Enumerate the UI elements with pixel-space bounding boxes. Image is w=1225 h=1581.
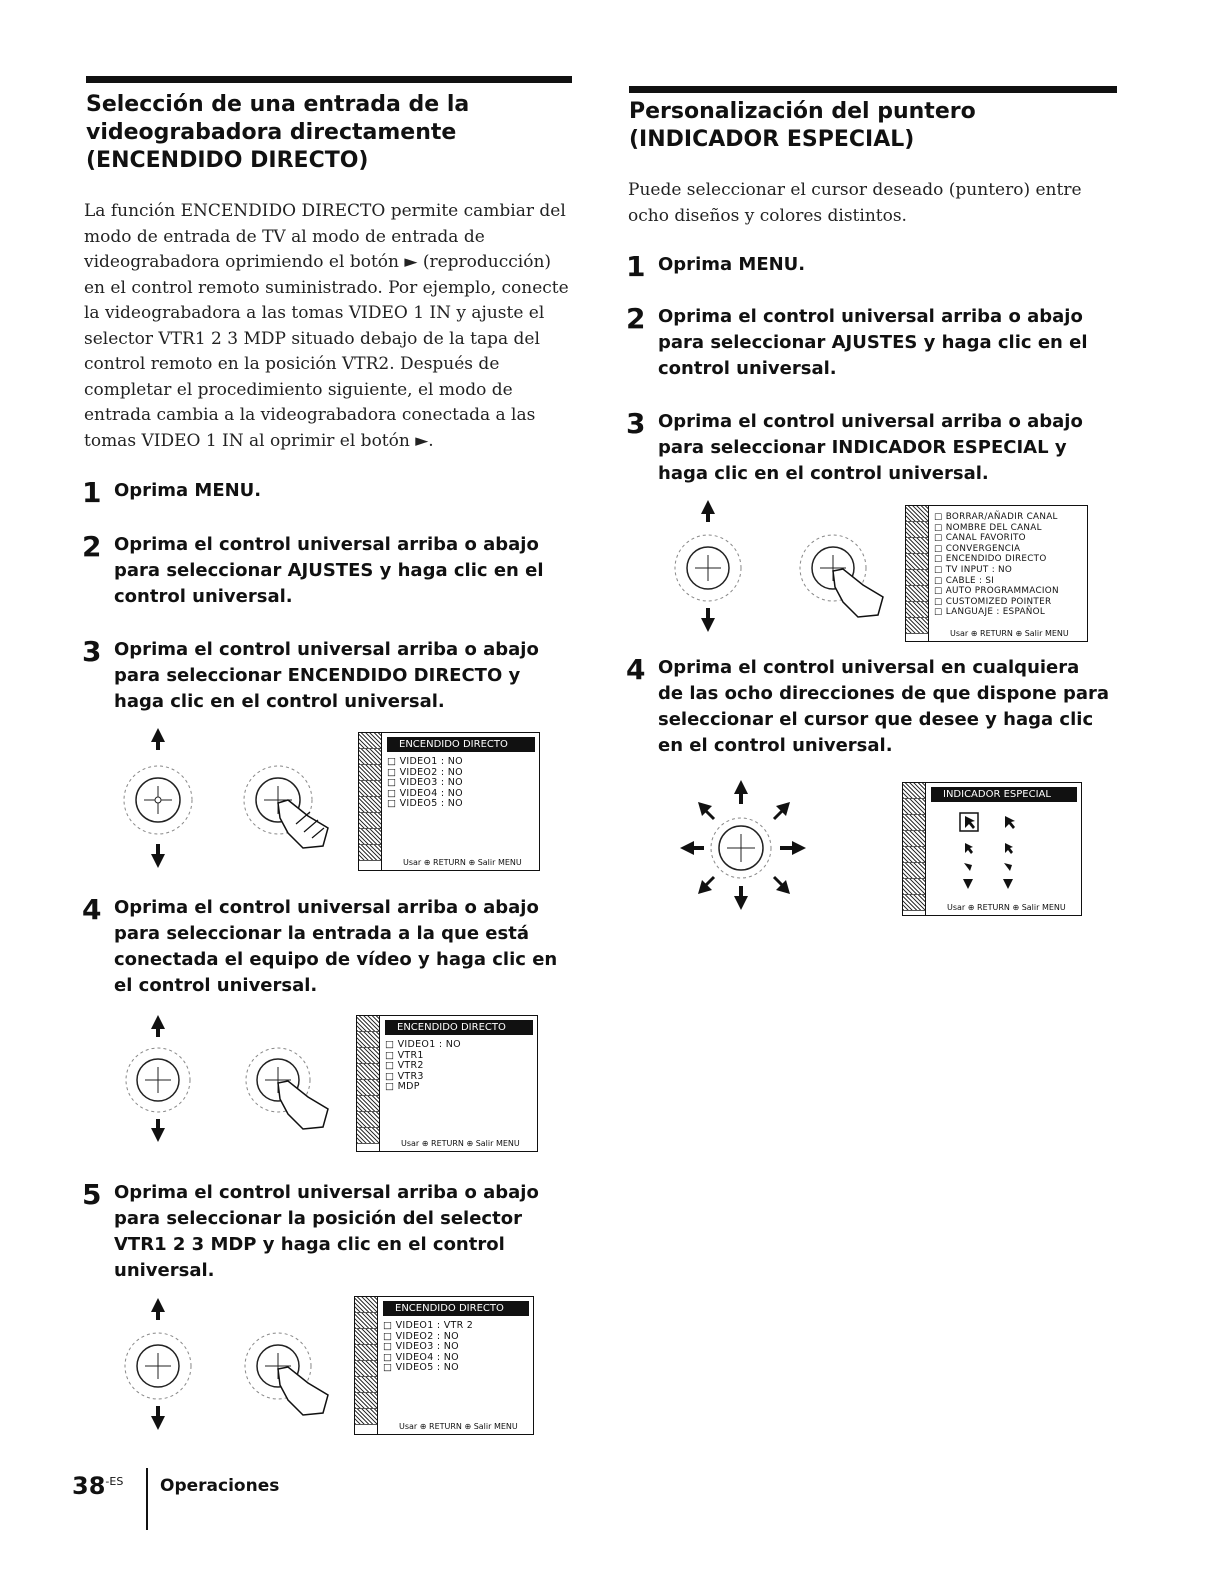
step-4 bbox=[626, 655, 1121, 759]
menu-footer: Usar ⊕ RETURN ⊕ Salir MENU bbox=[399, 1422, 518, 1431]
step-text-line: Oprima MENU. bbox=[114, 480, 262, 501]
step-3 bbox=[82, 637, 582, 715]
left-title bbox=[86, 91, 576, 175]
right-step3-figure bbox=[668, 500, 908, 640]
step-text bbox=[658, 409, 1083, 487]
step-text bbox=[114, 478, 261, 508]
menu-row: □ VTR1 bbox=[385, 1049, 424, 1061]
step-text bbox=[658, 655, 1109, 759]
step-text-line: Oprima el control universal en cualquiera bbox=[658, 657, 1080, 678]
checkbox-icon: □ bbox=[934, 564, 946, 575]
step-number: 4 bbox=[82, 893, 102, 926]
menu-row: □ LANGUAJE : ESPAÑOL bbox=[934, 607, 1046, 618]
menu-sidebar bbox=[355, 1297, 378, 1434]
step-text-line: haga clic en el control universal. bbox=[114, 691, 445, 712]
control-dial-icon bbox=[125, 1298, 191, 1430]
menu-row: □ VIDEO5 : NO bbox=[383, 1362, 459, 1373]
menu-sidebar bbox=[359, 733, 382, 870]
step-text-line: para seleccionar AJUSTES y haga clic en el bbox=[114, 560, 544, 581]
menu-row: □ TV INPUT : NO bbox=[934, 564, 1013, 575]
menu-row: □ VIDEO1 : VTR 2 bbox=[383, 1320, 474, 1331]
step-text-line: Oprima el control universal arriba o abajo bbox=[114, 639, 539, 660]
menu-screen-customized bbox=[905, 505, 1088, 642]
text-line: La función ENCENDIDO DIRECTO permite cambiar del bbox=[84, 201, 566, 221]
menu-row: □ VTR2 bbox=[385, 1060, 424, 1071]
pointer-icon bbox=[965, 816, 975, 829]
menu-footer: Usar ⊕ RETURN ⊕ Salir MENU bbox=[403, 858, 522, 867]
text-line: la videograbadora a las tomas VIDEO 1 IN y ajuste el bbox=[84, 303, 545, 323]
menu-rows bbox=[385, 1040, 461, 1093]
menu-row: □ AUTO PROGRAMMACION bbox=[934, 586, 1059, 597]
step-2 bbox=[626, 304, 1121, 382]
step-text-line: conectada el equipo de vídeo y haga clic en bbox=[114, 949, 558, 970]
pointer-icon bbox=[965, 843, 973, 854]
step-number: 2 bbox=[626, 302, 646, 335]
menu-row: □ VIDEO1 : NO bbox=[385, 1039, 461, 1050]
step-number: 5 bbox=[82, 1178, 102, 1211]
checkbox-icon: □ bbox=[934, 554, 946, 565]
step-1 bbox=[626, 252, 1121, 282]
menu-rows bbox=[383, 1321, 473, 1374]
hand-press-icon bbox=[800, 535, 883, 617]
menu-rows bbox=[934, 512, 1059, 618]
menu-screen-indicador bbox=[902, 782, 1082, 916]
checkbox-icon: □ bbox=[385, 1081, 398, 1092]
checkbox-icon: □ bbox=[934, 512, 946, 522]
menu-sidebar bbox=[903, 783, 926, 915]
menu-row: □ ENCENDIDO DIRECTO bbox=[934, 554, 1047, 565]
step-text-line: en el control universal. bbox=[658, 735, 893, 756]
pointer-icon bbox=[1005, 843, 1013, 854]
step-text-line: para seleccionar AJUSTES y haga clic en el bbox=[658, 332, 1088, 353]
menu-row: □ NOMBRE DEL CANAL bbox=[934, 522, 1042, 533]
right-title-line: (INDICADOR ESPECIAL) bbox=[629, 127, 915, 152]
menu-row: □ VTR3 bbox=[385, 1070, 424, 1082]
menu-row: □ CANAL FAVORITO bbox=[934, 533, 1026, 544]
checkbox-icon: □ bbox=[934, 543, 946, 554]
step-number: 4 bbox=[626, 653, 646, 686]
checkbox-icon: □ bbox=[383, 1362, 396, 1373]
text-line: entrada cambia a la videograbadora conectada a las bbox=[84, 405, 536, 425]
menu-footer: Usar ⊕ RETURN ⊕ Salir MENU bbox=[401, 1139, 520, 1148]
pointer-icon bbox=[964, 863, 972, 871]
control-illustration bbox=[118, 728, 348, 873]
menu-sidebar bbox=[357, 1016, 380, 1151]
step-4 bbox=[82, 895, 582, 999]
menu-row: □ VIDEO3 : NO bbox=[387, 777, 463, 788]
left-intro bbox=[84, 199, 576, 454]
step-text-line: universal. bbox=[114, 1260, 215, 1281]
step-number: 3 bbox=[82, 635, 102, 668]
right-step4-figure bbox=[678, 778, 818, 913]
step-5 bbox=[82, 1180, 582, 1284]
footer-divider bbox=[146, 1468, 148, 1530]
checkbox-icon: □ bbox=[383, 1320, 396, 1331]
control-illustration bbox=[118, 1015, 348, 1145]
control-dial-icon bbox=[675, 500, 741, 632]
step-number: 1 bbox=[82, 476, 102, 509]
checkbox-icon: □ bbox=[387, 756, 400, 767]
menu-row: □ MDP bbox=[385, 1081, 420, 1092]
pointer-icon bbox=[963, 879, 973, 889]
step-text-line: Oprima el control universal arriba o abajo bbox=[114, 1182, 539, 1203]
checkbox-icon: □ bbox=[385, 1049, 398, 1061]
step-number: 2 bbox=[82, 530, 102, 563]
step-number: 1 bbox=[626, 250, 646, 283]
step-text-line: para seleccionar la entrada a la que está bbox=[114, 923, 529, 944]
step-text bbox=[114, 637, 539, 715]
checkbox-icon: □ bbox=[387, 787, 400, 799]
step-number: 3 bbox=[626, 407, 646, 440]
text-line: modo de entrada de TV al modo de entrada de bbox=[84, 226, 485, 247]
checkbox-icon: □ bbox=[383, 1351, 396, 1363]
text-line: videograbadora oprimiendo el botón ► (reproducción) bbox=[84, 252, 552, 272]
right-top-rule bbox=[629, 86, 1117, 93]
checkbox-icon: □ bbox=[934, 575, 946, 586]
step-3 bbox=[626, 409, 1121, 487]
checkbox-icon: □ bbox=[387, 777, 400, 788]
step-text-line: Oprima el control universal arriba o abajo bbox=[114, 897, 539, 918]
menu-screen-step4 bbox=[356, 1015, 538, 1152]
right-title-line: Personalización del puntero bbox=[629, 99, 976, 124]
step-text-line: para seleccionar ENCENDIDO DIRECTO y bbox=[114, 665, 521, 686]
menu-row: □ VIDEO3 : NO bbox=[383, 1341, 459, 1352]
checkbox-icon: □ bbox=[934, 607, 946, 618]
page-number: $38^{-ES}$ bbox=[72, 1472, 124, 1500]
checkbox-icon: □ bbox=[934, 586, 946, 597]
eight-direction-control-icon bbox=[678, 778, 818, 913]
hand-press-icon bbox=[246, 1048, 328, 1129]
step-text-line: Oprima el control universal arriba o abajo bbox=[114, 534, 539, 555]
section-label: Operaciones bbox=[160, 1476, 280, 1496]
step-text-line: control universal. bbox=[114, 586, 293, 607]
checkbox-icon: □ bbox=[385, 1060, 398, 1071]
checkbox-icon: □ bbox=[385, 1070, 398, 1082]
left-title-line: videograbadora directamente bbox=[86, 120, 457, 145]
step-text-line: seleccionar el cursor que desee y haga clic bbox=[658, 709, 1094, 730]
control-dial-icon bbox=[126, 1015, 190, 1142]
menu-screen-step5 bbox=[354, 1296, 534, 1435]
step4-figure bbox=[118, 1015, 358, 1145]
menu-header: INDICADOR ESPECIAL bbox=[931, 787, 1077, 802]
text-line: completar el procedimiento siguiente, el modo de bbox=[84, 379, 513, 400]
checkbox-icon: □ bbox=[383, 1341, 396, 1352]
step-text-line: control universal. bbox=[658, 358, 837, 379]
control-illustration bbox=[118, 1298, 348, 1433]
menu-row: □ VIDEO4 : NO bbox=[383, 1351, 459, 1363]
step-text-line: para seleccionar INDICADOR ESPECIAL y bbox=[658, 437, 1067, 458]
text-line: ocho diseños y colores distintos. bbox=[628, 205, 907, 226]
checkbox-icon: □ bbox=[934, 522, 946, 533]
text-line: tomas VIDEO 1 IN al oprimir el botón ►. bbox=[84, 430, 434, 451]
menu-row: □ CONVERGENCIA bbox=[934, 543, 1021, 554]
menu-row: □ VIDEO5 : NO bbox=[387, 798, 463, 809]
menu-header: ENCENDIDO DIRECTO bbox=[385, 1020, 533, 1035]
checkbox-icon: □ bbox=[387, 766, 400, 778]
step5-figure bbox=[118, 1298, 358, 1433]
checkbox-icon: □ bbox=[383, 1330, 396, 1342]
menu-footer: Usar ⊕ RETURN ⊕ Salir MENU bbox=[950, 629, 1069, 638]
step-text bbox=[658, 252, 805, 282]
text-line: selector VTR1 2 3 MDP situado debajo de la tapa del bbox=[84, 328, 540, 349]
menu-screen-step3 bbox=[358, 732, 540, 871]
checkbox-icon: □ bbox=[934, 533, 946, 544]
step-text-line: Oprima el control universal arriba o abajo bbox=[658, 306, 1083, 327]
right-intro bbox=[628, 178, 1118, 229]
menu-row: □ VIDEO4 : NO bbox=[387, 787, 463, 799]
step-text-line: el control universal. bbox=[114, 975, 318, 996]
control-illustration bbox=[668, 500, 908, 640]
menu-row: □ VIDEO2 : NO bbox=[387, 766, 463, 778]
step-text-line: de las ocho direcciones de que dispone para bbox=[658, 683, 1110, 704]
step-2 bbox=[82, 532, 582, 610]
step-text-line: para seleccionar la posición del selector bbox=[114, 1208, 522, 1229]
checkbox-icon: □ bbox=[934, 596, 946, 607]
pointer-options-grid bbox=[958, 811, 1038, 891]
checkbox-icon: □ bbox=[385, 1039, 398, 1050]
text-line: Puede seleccionar el cursor deseado (puntero) entre bbox=[628, 180, 1082, 200]
menu-row: □ CUSTOMIZED POINTER bbox=[934, 596, 1052, 607]
pointer-icon bbox=[1005, 816, 1015, 829]
menu-row: □ VIDEO2 : NO bbox=[383, 1330, 459, 1342]
pointer-icon bbox=[1003, 879, 1013, 889]
step-text bbox=[114, 1180, 539, 1284]
left-title-line: (ENCENDIDO DIRECTO) bbox=[86, 148, 369, 173]
menu-row: □ CABLE : SI bbox=[934, 575, 995, 586]
menu-footer: Usar ⊕ RETURN ⊕ Salir MENU bbox=[947, 903, 1066, 912]
text-line: control remoto en la posición VTR2. Después de bbox=[84, 354, 500, 374]
step-1 bbox=[82, 478, 582, 508]
hand-press-icon bbox=[244, 766, 328, 848]
menu-sidebar bbox=[906, 506, 929, 641]
hand-press-icon bbox=[245, 1333, 328, 1415]
step-text bbox=[658, 304, 1088, 382]
right-title bbox=[629, 98, 1119, 154]
menu-header: ENCENDIDO DIRECTO bbox=[387, 737, 535, 752]
checkbox-icon: □ bbox=[387, 798, 400, 809]
left-top-rule bbox=[86, 76, 572, 83]
step-text-line: Oprima el control universal arriba o abajo bbox=[658, 411, 1083, 432]
step-text-line: haga clic en el control universal. bbox=[658, 463, 989, 484]
step-text-line: VTR1 2 3 MDP y haga clic en el control bbox=[114, 1234, 505, 1255]
pointer-icon bbox=[1004, 863, 1012, 871]
step-text bbox=[114, 532, 544, 610]
step-text bbox=[114, 895, 557, 999]
left-title-line: Selección de una entrada de la bbox=[86, 92, 470, 117]
control-dial-icon bbox=[124, 728, 192, 868]
menu-row: □ BORRAR/AÑADIR CANAL bbox=[934, 512, 1058, 522]
text-line: en el control remoto suministrado. Por ejemplo, conecte bbox=[84, 277, 569, 298]
menu-header: ENCENDIDO DIRECTO bbox=[383, 1301, 529, 1316]
menu-rows bbox=[387, 757, 463, 810]
menu-row: □ VIDEO1 : NO bbox=[387, 756, 463, 767]
step-text-line: Oprima MENU. bbox=[658, 254, 806, 275]
